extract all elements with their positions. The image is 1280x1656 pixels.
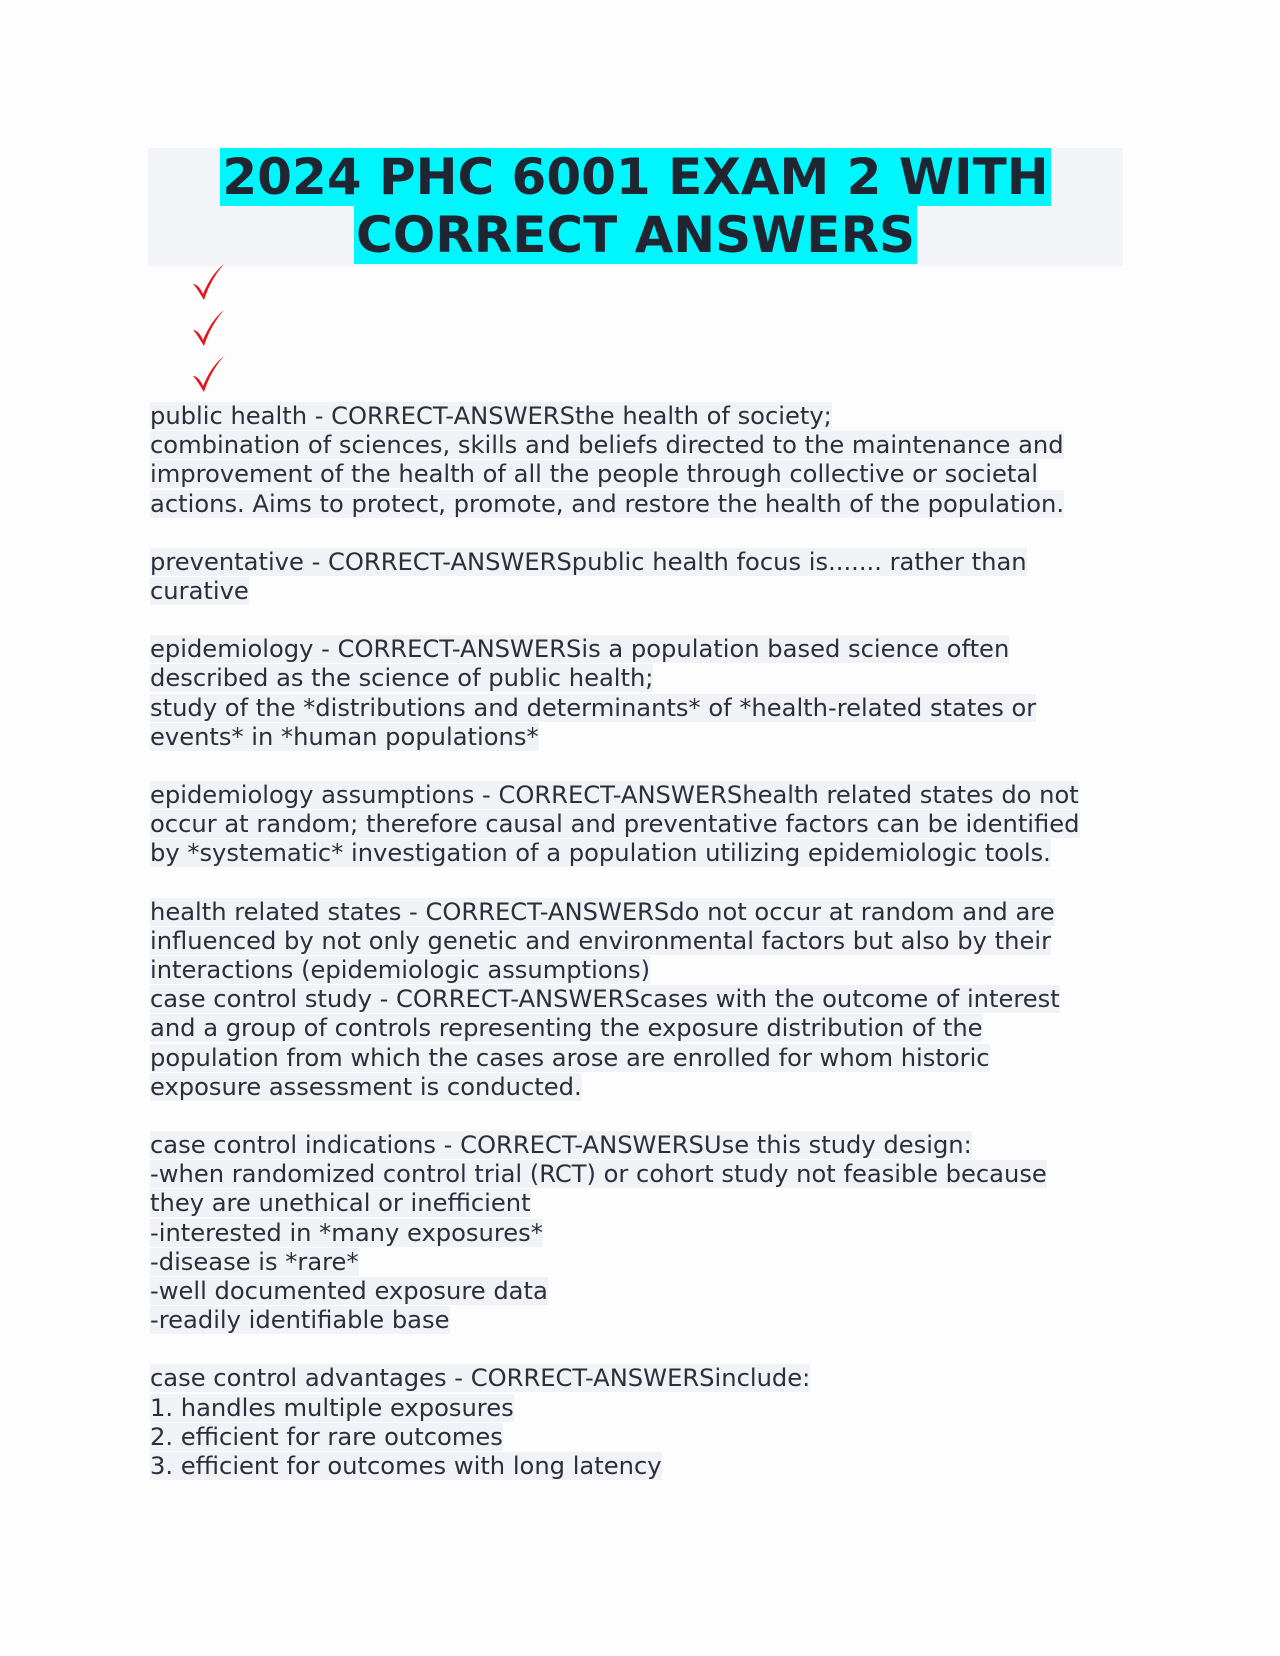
text-line <box>150 1277 1150 1306</box>
text-line <box>150 1014 1150 1043</box>
text-line <box>150 577 1150 606</box>
text-line <box>150 1452 1150 1481</box>
qa-entry-health-related-states <box>150 898 1150 986</box>
text-line <box>150 402 1150 431</box>
line-text: -well documented exposure data <box>150 1277 548 1306</box>
text-line <box>150 1131 1150 1160</box>
qa-entry-case-control-indications <box>150 1131 1150 1335</box>
text-line <box>150 1248 1150 1277</box>
line-text: -when randomized control trial (RCT) or cohort study not feasible because <box>150 1160 1047 1189</box>
text-line <box>150 694 1150 723</box>
qa-entry-case-control-advantages <box>150 1364 1150 1481</box>
line-text: case control indications - CORRECT-ANSWERSUse this study design: <box>150 1131 972 1160</box>
check-icon <box>190 350 226 396</box>
text-line <box>150 839 1150 868</box>
line-text: case control study - CORRECT-ANSWERScases with the outcome of interest <box>150 985 1060 1014</box>
text-line <box>150 490 1150 519</box>
line-text: epidemiology assumptions - CORRECT-ANSWERShealth related states do not <box>150 781 1079 810</box>
text-line <box>150 1394 1150 1423</box>
line-text: and a group of controls representing the exposure distribution of the <box>150 1014 983 1043</box>
line-text: 3. efficient for outcomes with long latency <box>150 1452 662 1481</box>
line-text: preventative - CORRECT-ANSWERSpublic health focus is....... rather than <box>150 547 1027 576</box>
text-line <box>150 985 1150 1014</box>
line-text: exposure assessment is conducted. <box>150 1072 582 1101</box>
check-icon <box>190 304 226 350</box>
text-line <box>150 1189 1150 1218</box>
qa-entry-epidemiology-assumptions <box>150 781 1150 869</box>
line-text: -readily identifiable base <box>150 1306 450 1335</box>
title-block <box>148 148 1123 266</box>
title-text-2: CORRECT ANSWERS <box>356 206 915 264</box>
qa-entry-epidemiology <box>150 635 1150 752</box>
line-text: combination of sciences, skills and beliefs directed to the maintenance and <box>150 431 1064 460</box>
line-text: by *systematic* investigation of a population utilizing epidemiologic tools. <box>150 839 1051 868</box>
text-line <box>150 898 1150 927</box>
qa-entry-case-control-study <box>150 985 1150 1102</box>
qa-entry-preventative <box>150 548 1150 606</box>
qa-content <box>150 402 1150 1510</box>
text-line <box>150 431 1150 460</box>
text-line <box>150 548 1150 577</box>
line-text: they are unethical or inefficient <box>150 1189 531 1218</box>
text-line <box>150 723 1150 752</box>
line-text: occur at random; therefore causal and preventative factors can be identified <box>150 810 1080 839</box>
line-text: population from which the cases arose are enrolled for whom historic <box>150 1043 990 1072</box>
line-text: interactions (epidemiologic assumptions) <box>150 956 651 985</box>
text-line <box>150 635 1150 664</box>
line-text: 2. efficient for rare outcomes <box>150 1422 503 1451</box>
text-line <box>150 1364 1150 1393</box>
text-line <box>150 956 1150 985</box>
line-text: -interested in *many exposures* <box>150 1218 543 1247</box>
line-text: case control advantages - CORRECT-ANSWERSinclude: <box>150 1364 811 1393</box>
title-line-1 <box>148 148 1123 206</box>
text-line <box>150 664 1150 693</box>
line-text: curative <box>150 577 249 606</box>
line-text: described as the science of public health; <box>150 664 654 693</box>
text-line <box>150 1160 1150 1189</box>
text-line <box>150 1306 1150 1335</box>
title-line-2 <box>148 206 1123 264</box>
check-icon <box>190 258 226 304</box>
line-text: public health - CORRECT-ANSWERSthe health of society; <box>150 402 832 430</box>
line-text: epidemiology - CORRECT-ANSWERSis a population based science often <box>150 635 1010 664</box>
text-line <box>150 810 1150 839</box>
qa-entry-public-health <box>150 402 1150 519</box>
checkmark-list <box>190 258 226 396</box>
line-text: improvement of the health of all the people through collective or societal <box>150 460 1038 489</box>
line-text: events* in *human populations* <box>150 722 539 751</box>
text-line <box>150 1044 1150 1073</box>
text-line <box>150 927 1150 956</box>
line-text: health related states - CORRECT-ANSWERSdo not occur at random and are <box>150 897 1055 926</box>
text-line <box>150 1219 1150 1248</box>
text-line <box>150 781 1150 810</box>
text-line <box>150 460 1150 489</box>
text-line <box>150 1423 1150 1452</box>
title-text-1: 2024 PHC 6001 EXAM 2 WITH <box>222 148 1049 206</box>
line-text: actions. Aims to protect, promote, and restore the health of the population. <box>150 489 1065 518</box>
line-text: influenced by not only genetic and environmental factors but also by their <box>150 926 1052 955</box>
text-line <box>150 1073 1150 1102</box>
line-text: -disease is *rare* <box>150 1247 359 1276</box>
line-text: study of the *distributions and determinants* of *health-related states or <box>150 693 1037 722</box>
line-text: 1. handles multiple exposures <box>150 1393 514 1422</box>
